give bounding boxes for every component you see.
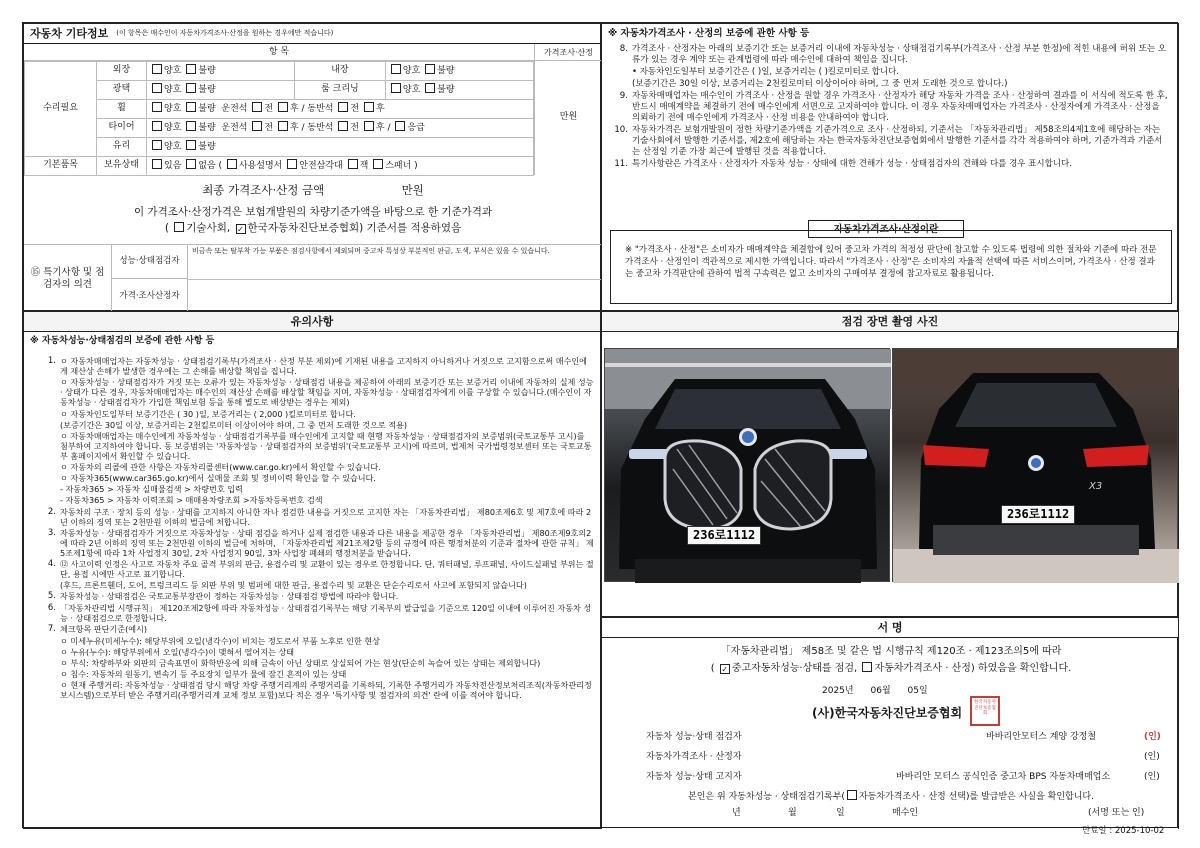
photo-header: 점검 장면 촬영 사진 — [602, 312, 1178, 332]
note-item — [38, 356, 594, 376]
note-number — [38, 495, 60, 505]
bad-text: 불량 — [198, 142, 216, 153]
price-checker-label: 자동차가격조사 · 산정자 — [646, 752, 742, 762]
front-car-illustration — [605, 349, 891, 583]
caution-header: 유의사항 — [24, 312, 600, 332]
note-number — [38, 680, 60, 700]
repair-label: 수리필요 — [25, 62, 97, 157]
triangle-text: 안전삼각대 — [299, 161, 343, 172]
note-number — [38, 473, 60, 483]
note-text: (보증기간은 30일 이상, 보증거리는 2천킬로미터 이상이어야 하며, 그 중 먼저 도래한 것으로 적용) — [60, 419, 408, 430]
tech-society-text: 기술사회, — [186, 222, 231, 234]
date-year: 2025 — [822, 686, 845, 696]
note-item — [38, 473, 594, 483]
gloss-label: 광택 — [97, 81, 147, 100]
note-number: 6. — [47, 603, 56, 614]
note-number: 10. — [614, 125, 628, 136]
note-text: • 자동차인도일부터 보증기간은 ( )일, 보증거리는 ( )킬로미터로 합니다. — [632, 67, 899, 78]
buyer-label: 매수인 — [892, 808, 919, 818]
tire-label: 타이어 — [97, 119, 147, 138]
front-plate: 236로1112 — [687, 526, 761, 545]
tire-driver-front-checkbox[interactable] — [252, 121, 262, 131]
good-text: 양호 — [402, 85, 421, 96]
note-text: 특기사항란은 가격조사 · 산정자가 자동차 성능 · 상태에 대한 견해가 성능 · 상태점검자의 견해와 다를 경우 표시합니다. — [632, 159, 1072, 170]
price-inspector-label: 가격·조사산정자 — [112, 279, 188, 313]
glass-bad-checkbox[interactable] — [186, 140, 196, 150]
note-item — [38, 591, 594, 602]
tire-passenger-rear-checkbox[interactable] — [364, 121, 374, 131]
note-number — [38, 580, 60, 590]
note-item — [612, 91, 1168, 124]
tire-driver-rear-checkbox[interactable] — [278, 121, 288, 131]
note-number: 3. — [47, 527, 56, 538]
note-text: 자동차의 구조 · 장치 등의 성능 · 상태를 고지하지 아니한 자나 점검한 내용을 거짓으로 고지한 자는 「자동차관리법」 제80조제6호 및 제7호에 따라 2년 이하의 징역 또는 2천만원 이하의 벌금에 처합니다. — [60, 506, 592, 527]
note-number: 8. — [619, 44, 628, 54]
note-number: 9. — [619, 91, 628, 102]
note-number — [38, 669, 60, 679]
tire-options: 양호 불량 운전석 전 후 / 동반석 전 후 / 응급 — [147, 119, 534, 138]
gloss-good-checkbox[interactable] — [152, 83, 162, 93]
rear-car-illustration — [893, 349, 1179, 583]
good-text: 양호 — [164, 85, 182, 96]
possession-label: 보유상태 — [97, 157, 147, 176]
org-name: (사)한국자동차진단보증협회 — [812, 706, 963, 720]
rear-plate: 236로1112 — [1001, 505, 1075, 524]
panel-title — [24, 24, 600, 44]
standard-line-1: 이 가격조사·산정가격은 보험개발원의 차량기준가액을 바탕으로 한 기준가격과 — [133, 206, 493, 218]
bad-text: 불량 — [198, 66, 216, 77]
note-item — [38, 636, 594, 646]
date-month-label: 월 — [881, 686, 891, 696]
price-unit: 만원 — [559, 112, 578, 123]
note-number: 2. — [47, 506, 56, 517]
possession-options: 있음 없음 ( 사용설명서 안전삼각대 잭 스패너 ) — [147, 157, 534, 176]
sign-date — [822, 686, 928, 697]
exterior-label: 외장 — [97, 62, 147, 81]
exterior-options — [147, 62, 295, 81]
room-cleaning-options — [385, 81, 533, 100]
note-text: 가격조사 · 산정자는 아래의 보증기간 또는 보증거리 이내에 자동차성능 · 상태점검기록부(가격조사 · 산정 부분 한정)에 적힌 내용에 허위 또는 오류가 있는 경우 계약 또는 관계법령에 따라 매수인에 대하여 책임을 집니다. — [632, 44, 1167, 66]
buyer-month: 월 — [788, 808, 797, 818]
inspection-form — [22, 22, 1178, 836]
header-item: 항 목 — [24, 44, 534, 61]
special-notes-section — [24, 244, 602, 312]
note-number — [38, 658, 60, 668]
tire-passenger-front-checkbox[interactable] — [338, 121, 348, 131]
sign-line-1: 「자동차관리법」 제58조 및 같은 법 시행규칙 제120조 · 제123조의5에 따라 — [720, 646, 1062, 657]
what-is-box — [610, 230, 1172, 304]
org-seal — [970, 696, 1000, 726]
svg-text:X3: X3 — [1089, 481, 1103, 492]
perf-check-text: 중고자동차성능·상태를 점검, — [731, 663, 858, 674]
note-item — [612, 67, 1168, 78]
guarantee-title: ※ 자동차가격조사 · 산정의 보증에 관한 사항 등 — [608, 28, 810, 39]
note-text: 자동차성능 · 상태점검자가 거짓으로 자동차성능 · 상태 점검을 하거나 실제 점검한 내용과 다른 내용을 제공한 경우 「자동차관리법」 제80조제9호의2에 따라 2년 이하의 징역 또는 2천만원 이하의 벌금에 처하며, 「자동차관리법 제21조제2항 등의 규정에 따른 행정처분의 기준과 절차에 관한 규칙」 제5조제1항에 따라 1차 사업정지 30일, 2차 사업정지 90일, 3차 사업장 폐쇄의 행정처분을 받습니다. — [60, 527, 594, 558]
note-item — [38, 377, 594, 407]
special-label: ⑮ 특기사항 및 점검자의 의견 — [24, 245, 112, 313]
tech-society-checkbox[interactable] — [174, 222, 184, 232]
perf-checker-name: 바바리안모터스 계양 강정철 — [986, 732, 1097, 742]
interior-good-checkbox[interactable] — [391, 64, 401, 74]
receipt-price-checkbox[interactable] — [847, 790, 857, 800]
bad-text: 불량 — [437, 85, 455, 96]
note-number: 5. — [47, 591, 56, 602]
perf-check-checkbox[interactable]: ✓ — [721, 665, 729, 674]
note-text: (후드, 프론트휀더, 도어, 트렁크리드 등 외판 부위 및 범퍼에 대한 판금, 용접수리 및 교환은 단순수리로서 사고에 포함되지 않습니다) — [60, 580, 527, 591]
note-number: 11. — [614, 159, 628, 170]
price-unit-cell — [534, 61, 602, 175]
wheel-label: 휠 — [97, 100, 147, 119]
note-item — [38, 669, 594, 679]
note-text: ㅇ 부식: 차량하부와 외판의 금속표면이 화학반응에 의해 금속이 아닌 상태로 상실되어 가는 현상(단순히 녹슬어 있는 상태는 제외합니다) — [60, 658, 541, 669]
have-checkbox[interactable] — [152, 159, 162, 169]
tire-emergency-checkbox[interactable] — [395, 121, 405, 131]
note-item — [38, 559, 594, 579]
note-text: (보증기간은 30일 이상, 보증거리는 2천킬로미터 이상이어야 하며, 그 중 먼저 도래한 것으로 합니다.) — [632, 79, 1008, 90]
date-year-label: 년 — [844, 686, 854, 696]
options-table — [24, 61, 534, 176]
price-guarantee-panel — [601, 23, 1179, 311]
rear-text: 후 — [289, 104, 299, 115]
note-text: 「자동차관리법 시행규칙」 제120조제2항에 따라 자동차성능 · 상태점검기록부는 해당 기록부의 발급일을 기준으로 120일 이내에 이루어진 자동차 성능 · 상태점검으로 한정합니다. — [60, 603, 592, 624]
good-text: 양호 — [164, 123, 182, 134]
final-price-input[interactable] — [328, 178, 398, 194]
exterior-good-checkbox[interactable] — [152, 64, 162, 74]
note-text: ㅇ 현재 주행거리: 자동차성능 · 상태점검 당시 해당 차량 주행거리계의 주행거리를 기록하되, 기록한 주행거리가 자동차전산정보처리조직(자동차관리정보시스템)으로부터 받은 주행거리(주행거리계 교체 정보 포함)보다 적은 경우 '특기사항 및 점검자의 의견' 란에 이를 적어야 합니다. — [60, 680, 592, 701]
note-item — [38, 409, 594, 419]
note-text: 체크항목 판단기준(예시) — [60, 624, 148, 635]
note-text: 자동차매매업자는 매수인이 가격조사 · 산정을 원할 경우 가격조사 · 산정자가 해당 자동차 가격을 조사 · 산정하여 결과를 이 서식에 적도록 한 후, 반드시 매매계약을 체결하기 전에 매수인에게 서면으로 고지하여야 합니다. 이 경우 자동차매매업자는 가격조사 · 산정자에게 가격조사 · 산정을 의뢰하기 전에 매수인에게 가격조사 · 산정 비용을 안내하여야 합니다. — [632, 91, 1168, 124]
what-is-text: ※ "가격조사 · 산정"은 소비자가 매매계약을 체결함에 있어 중고차 가격의 적정성 판단에 참고할 수 있도록 법령에 의한 절차와 기준에 따라 전문 가격조사 · 산정인이 객관적으로 제시한 가액입니다. 따라서 "가격조사 · 산정"은 소비자의 자율적 선택에 따른 서비스이며, 가격조사 · 산정 결과는 중고차 가격판단에 관하여 법적 구속력은 없고 소비자의 구매여부 결정에 참고자료로 활용됩니다. — [625, 245, 1157, 279]
manual-text: 사용설명서 — [238, 161, 283, 172]
notify-label: 자동차 성능·상태 고지자 — [646, 772, 742, 782]
what-is-title: 자동차가격조사·산정이란 — [808, 220, 964, 238]
kaid-checkbox[interactable]: ✓ — [237, 225, 244, 234]
standard-line-2: ( 기술사회, ✓ 한국자동차진단보증협회) 기준서를 적용하였음 — [164, 222, 462, 234]
final-price-unit: 만원 — [401, 183, 424, 197]
price-check-text: 자동차가격조사 · 산정) 하였음을 확인합니다. — [874, 663, 1072, 674]
buyer-day: 일 — [836, 808, 845, 818]
perf-checker-seal: (인) — [1144, 732, 1161, 742]
good-text: 양호 — [164, 142, 182, 153]
receipt-text-a: 본인은 위 자동차성능 · 상태점검기록부( — [688, 792, 845, 802]
date-month: 06 — [870, 686, 882, 696]
rear-text: 후 — [289, 123, 299, 134]
note-text: 자동차가격은 보험개발원이 정한 차량기준가액을 기준가격으로 조사 · 산정하되, 기준서는 「자동차관리법」 제58조의4제1호에 해당하는 자는 기술사회에서 발행한 기준서를, 제2호에 해당하는 자는 한국자동차진단보증협회에서 발행한 기준서를 각각 적용하여야 하며, 기준가격과 기준서는 산정일 기준 가장 최근에 발행된 것을 적용합니다. — [632, 125, 1163, 158]
note-item — [612, 44, 1168, 66]
interior-options — [385, 62, 533, 81]
sign-line-2: ( ✓ 중고자동차성능·상태를 점검, 자동차가격조사 · 산정) 하였음을 확인합니다. — [710, 663, 1072, 674]
wheel-passenger-rear-checkbox[interactable] — [364, 102, 374, 112]
notify-name: 바바리안 모터스 공식인증 중고차 BPS 자동차매매업소 — [896, 772, 1111, 782]
rear-photo — [892, 348, 1178, 582]
note-number — [38, 462, 60, 472]
rear-text: 후 — [375, 123, 385, 134]
note-item — [38, 580, 594, 590]
bad-text: 불량 — [198, 104, 216, 115]
good-text: 양호 — [164, 66, 182, 77]
note-text: ㅇ 자동차365(www.car365.go.kr)에서 실매물 조회 및 정비이력 확인을 할 수 있습니다. — [60, 473, 376, 484]
note-item — [38, 658, 594, 668]
glass-options — [147, 138, 534, 157]
interior-bad-checkbox[interactable] — [425, 64, 435, 74]
note-text: ㅇ 침수: 자동차의 원동기, 변속기 등 주요장치 일부가 물에 잠긴 흔적이 있는 상태 — [60, 669, 347, 680]
perf-checker-label: 자동차 성능·상태 점검자 — [646, 732, 742, 742]
front-text: 전 — [350, 123, 360, 134]
interior-label: 내장 — [294, 62, 385, 81]
note-text: ㅇ 자동차의 리콜에 관한 사항은 자동차리콜센터(www.car.go.kr)에서 확인할 수 있습니다. — [60, 462, 381, 473]
front-text: 전 — [264, 104, 274, 115]
note-item — [38, 495, 594, 505]
note-item — [612, 125, 1168, 158]
wheel-driver-front-checkbox[interactable] — [252, 102, 262, 112]
buyer-year: 년 — [732, 808, 741, 818]
note-item — [38, 647, 594, 657]
bad-text: 불량 — [437, 66, 455, 77]
wheel-options: 양호 불량 운전석 전 후 / 동반석 전 후 — [147, 100, 534, 119]
note-item — [38, 484, 594, 494]
front-photo — [604, 348, 890, 582]
good-text: 양호 — [402, 66, 421, 77]
note-number — [612, 79, 632, 90]
good-text: 양호 — [164, 104, 182, 115]
note-number: 4. — [47, 559, 56, 570]
note-item — [38, 420, 594, 430]
emergency-text: 응급 — [407, 123, 425, 134]
vehicle-other-info-panel — [23, 23, 601, 311]
note-text: 자동차성능 · 상태점검은 국토교통부장관이 정하는 자동차성능 · 상태점검 방법에 따라야 합니다. — [60, 591, 399, 602]
passenger-seat-text: 동반석 — [307, 104, 334, 115]
triangle-checkbox[interactable] — [287, 159, 297, 169]
passenger-seat-text: 동반석 — [307, 123, 334, 134]
caution-panel — [23, 311, 601, 829]
note-text: ㅇ 자동차매매업자는 자동차성능 · 상태점검기록부(가격조사 · 산정 부분 제외)에 기재된 내용을 고지하지 아니하거나 거짓으로 고지함으로써 매수인에게 재산상 손해가 발생한 경우에는 그 손해를 배상할 책임을 집니다. — [60, 356, 587, 377]
photo-panel — [601, 311, 1179, 617]
bad-text: 불량 — [198, 123, 216, 134]
perf-inspector-note: 비금속 또는 탈부착 가능 부품은 점검사항에서 제외되며 중고차 특성상 부분적인 판금, 도색, 부식은 있을 수 있습니다. — [192, 247, 550, 255]
org-seal-text: 한국자동차진단보증협회 — [974, 700, 996, 716]
note-number — [38, 377, 60, 407]
gloss-bad-checkbox[interactable] — [186, 83, 196, 93]
note-item — [612, 159, 1168, 170]
note-number — [38, 420, 60, 430]
front-text: 전 — [264, 123, 274, 134]
kaid-text: 한국자동차진단보증협회) 기준서를 적용하였음 — [247, 222, 462, 234]
wheel-passenger-front-checkbox[interactable] — [338, 102, 348, 112]
note-item — [38, 507, 594, 527]
note-text: ㅇ 자동차인도일부터 보증기간은 ( 30 )일, 보증거리는 ( 2,000 )킬로미터로 합니다. — [60, 408, 356, 419]
room-bad-checkbox[interactable] — [425, 83, 435, 93]
tire-good-checkbox[interactable] — [152, 121, 162, 131]
note-text: ㅇ 미세누유(미세누수): 해당부위에 오일(냉각수)이 비치는 정도로서 부품 노후로 인한 현상 — [60, 635, 380, 646]
buyer-sign: (서명 또는 인) — [1088, 808, 1145, 818]
note-number — [612, 67, 632, 78]
wheel-good-checkbox[interactable] — [152, 102, 162, 112]
signature-panel — [601, 617, 1179, 836]
none-text: 없음 — [198, 161, 216, 172]
price-checker-seal: (인) — [1144, 752, 1160, 762]
driver-seat-text: 운전석 — [221, 123, 248, 134]
final-price-label: 최종 가격조사·산정 금액 — [202, 183, 325, 197]
note-item — [612, 79, 1168, 90]
spanner-text: 스패너 — [385, 161, 412, 172]
tire-bad-checkbox[interactable] — [186, 121, 196, 131]
note-item — [38, 624, 594, 635]
receipt-text-b: 자동차가격조사 · 산정 선택)를 발급받은 사실을 확인합니다. — [858, 792, 1094, 802]
room-good-checkbox[interactable] — [391, 83, 401, 93]
header-price: 가격조사·산정 — [534, 44, 602, 61]
note-number — [38, 431, 60, 461]
jack-checkbox[interactable] — [348, 159, 358, 169]
note-item — [38, 462, 594, 472]
wheel-bad-checkbox[interactable] — [186, 102, 196, 112]
note-number — [38, 647, 60, 657]
gloss-options — [147, 81, 295, 100]
expiry-date: 만료일 : 2025-10-02 — [1082, 826, 1165, 836]
note-item — [38, 603, 594, 623]
receipt-text — [602, 790, 1180, 803]
divider — [188, 279, 602, 280]
bad-text: 불량 — [198, 85, 216, 96]
note-text: - 자동차365 > 자동차 이력조회 > 매매용차량조회 >자동차등록번호 검색 — [60, 495, 323, 506]
caution-list — [38, 356, 594, 702]
jack-text: 잭 — [359, 161, 369, 172]
note-item — [38, 680, 594, 700]
note-item — [38, 528, 594, 558]
glass-good-checkbox[interactable] — [152, 140, 162, 150]
note-number: 7. — [47, 624, 56, 635]
none-checkbox[interactable] — [186, 159, 196, 169]
note-item — [38, 431, 594, 461]
note-text: ㅇ 누유(누수): 해당부위에서 오일(냉각수)이 맺혀서 떨어지는 상태 — [60, 646, 295, 657]
glass-label: 유리 — [97, 138, 147, 157]
date-day-label: 일 — [918, 686, 928, 696]
guarantee-list — [612, 44, 1168, 172]
note-text: ⑫ 사고이력 인정은 사고로 자동차 주요 골격 부위의 판금, 용접수리 및 교환이 있는 경우로 한정합니다. 단, 쿼터패널, 루프패널, 사이드실패널 부위는 절단, 용접 시에만 사고로 표기합니다. — [60, 559, 594, 580]
manual-checkbox[interactable] — [227, 159, 237, 169]
perf-inspector-label: 성능·상태점검자 — [112, 245, 188, 279]
price-check-checkbox[interactable] — [862, 662, 872, 672]
caution-subtitle: ※ 자동차성능·상태점검의 보증에 관한 사항 등 — [30, 336, 215, 346]
sign-header: 서 명 — [602, 618, 1178, 638]
note-number — [38, 484, 60, 494]
have-text: 있음 — [164, 161, 182, 172]
driver-seat-text: 운전석 — [221, 104, 248, 115]
date-day: 05 — [907, 686, 919, 696]
note-number — [38, 636, 60, 646]
title-note: (이 항목은 매수인이 자동차가격조사·산정을 원하는 경우에만 적습니다) — [116, 29, 334, 38]
note-text: ㅇ 자동차매매업자는 매수인에게 자동차성능 · 상태점검기록부를 매수인에게 고지할 때 현행 자동차성능 · 상태점검자의 보증범위(국토교통부 고시)를 첨부하여 고지하여야 합니다. 동 보증범위는 '자동차성능 · 상태점검자의 보증범위'(국토교통부 고시)에 따르며, 법제처 국가법령정보센터 또는 국토교통부 홈페이지에서 확인할 수 있습니다. — [60, 430, 592, 461]
front-text: 전 — [350, 104, 360, 115]
note-number — [38, 409, 60, 419]
basic-label: 기본품목 — [25, 157, 97, 176]
rear-text: 후 — [375, 104, 385, 115]
note-text: - 자동차365 > 자동차 실매물검색 > 차량번호 입력 — [60, 484, 243, 495]
wheel-driver-rear-checkbox[interactable] — [278, 102, 288, 112]
title-text: 자동차 기타정보 — [30, 26, 109, 40]
final-price-row — [24, 178, 602, 197]
note-text: ㅇ 자동차성능 · 상태점검자가 거짓 또는 오류가 있는 자동차성능 · 상태점검 내용을 제공하여 아래의 보증기간 또는 보증거리 이내에 자동차의 실제 성능 · 상태가 다른 경우, 자동차매매업자는 매수인의 재산상 손해를 배상할 책임을 지며, 자동차성능 · 상태점검자에게 이를 구상할 수 있습니다.(매수인이 자동차성능 · 상태점검자가 가입한 책임보험 등을 통해 별도로 배상받는 경우는 제외) — [60, 377, 594, 408]
note-number: 1. — [47, 356, 56, 366]
spanner-checkbox[interactable] — [373, 159, 383, 169]
notify-seal: (인) — [1144, 772, 1160, 782]
exterior-bad-checkbox[interactable] — [186, 64, 196, 74]
room-cleaning-label: 룸 크리닝 — [294, 81, 385, 100]
